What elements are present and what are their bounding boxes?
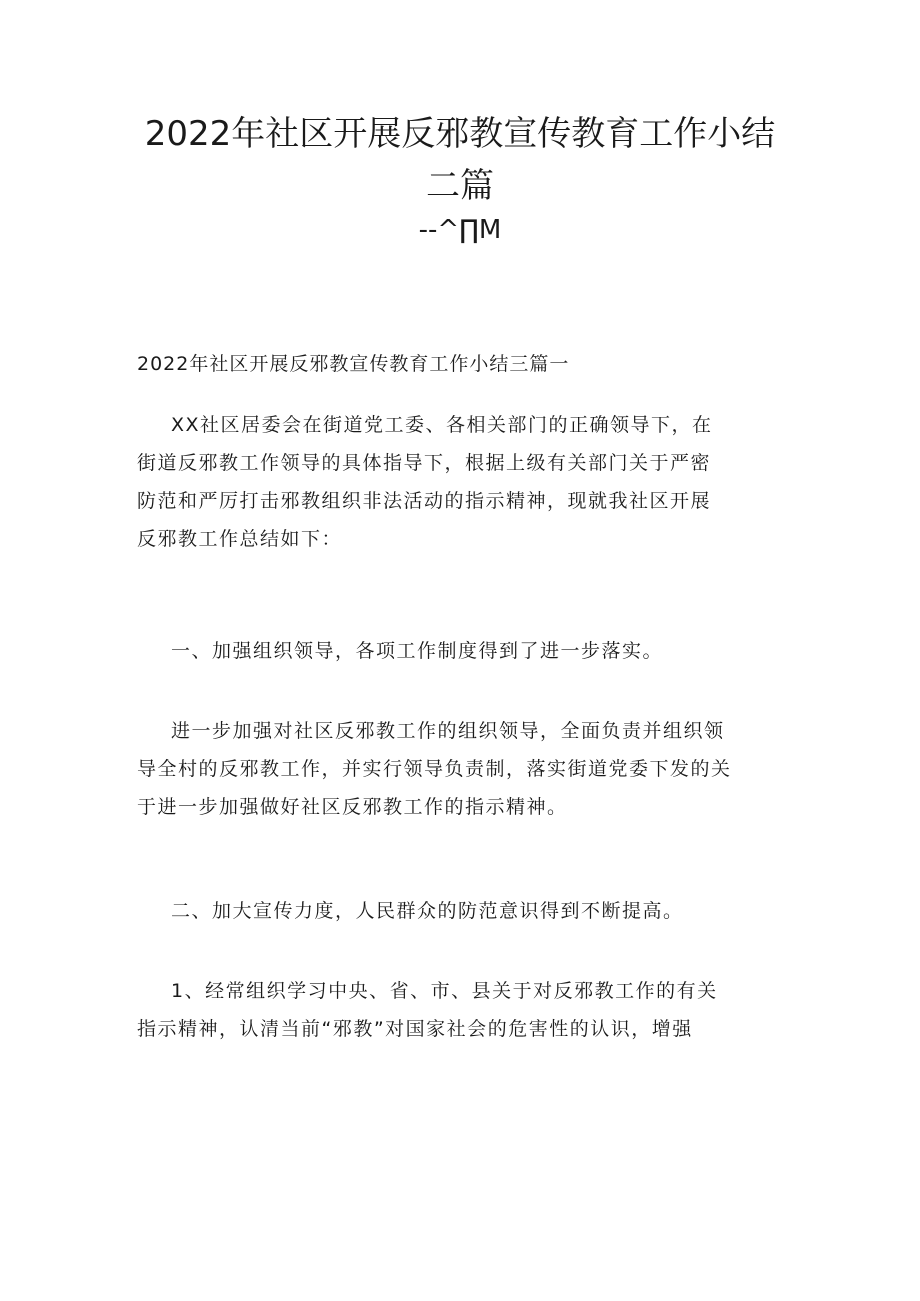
- paragraph-line: 于进一步加强做好社区反邪教工作的指示精神。: [137, 796, 568, 818]
- paragraph-intro: [137, 406, 789, 558]
- section-heading-two: [137, 892, 789, 930]
- paragraph-line: 街道反邪教工作领导的具体指导下，根据上级有关部门关于严密: [137, 452, 712, 474]
- paragraph-line: 反邪教工作总结如下：: [137, 528, 343, 550]
- document-title-line-2: 二篇: [426, 166, 494, 206]
- document-subtitle: --^∏M: [418, 215, 502, 245]
- paragraph-line: 1、经常组织学习中央、省、市、县关于对反邪教工作的有关: [171, 980, 718, 1002]
- paragraph-line: 防范和严厉打击邪教组织非法活动的指示精神，现就我社区开展: [137, 490, 712, 512]
- paragraph-organization: [137, 712, 789, 826]
- paragraph-line: 指示精神，认清当前“邪教”对国家社会的危害性的认识，增强: [137, 1018, 693, 1040]
- paragraph-line: 进一步加强对社区反邪教工作的组织领导，全面负责并组织领: [171, 720, 725, 742]
- paragraph-line: 一、加强组织领导，各项工作制度得到了进一步落实。: [171, 640, 664, 662]
- section-heading-one: [137, 632, 789, 670]
- paragraph-study: [137, 972, 789, 1048]
- paragraph-line: 二、加大宣传力度，人民群众的防范意识得到不断提高。: [171, 900, 684, 922]
- section-heading: 2022年社区开展反邪教宣传教育工作小结三篇一: [137, 353, 570, 375]
- paragraph-line: 导全村的反邪教工作，并实行领导负责制，落实街道党委下发的关: [137, 758, 732, 780]
- paragraph-line: XX社区居委会在街道党工委、各相关部门的正确领导下，在: [171, 414, 713, 436]
- document-title-line-1: 2022年社区开展反邪教宣传教育工作小结: [144, 114, 776, 154]
